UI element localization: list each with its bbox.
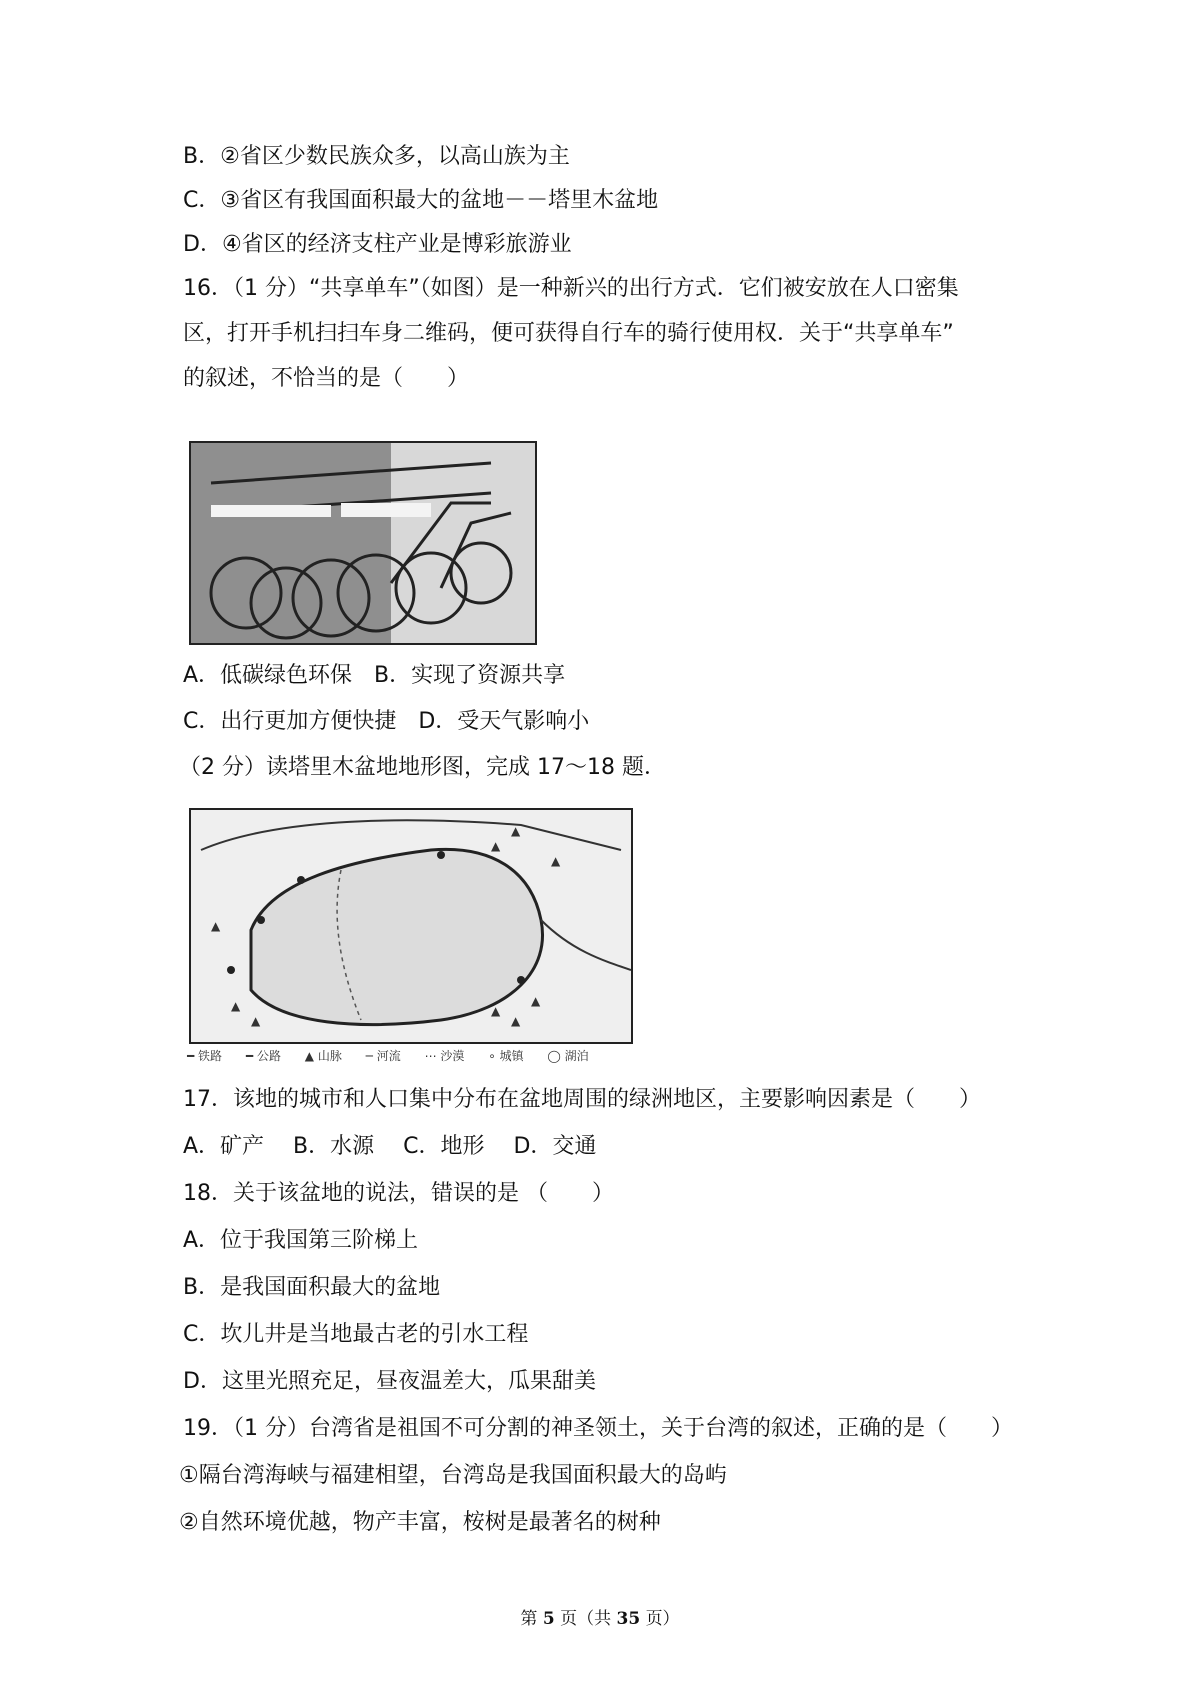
q18-option-c: C．坎儿井是当地最古老的引水工程 (183, 1322, 529, 1347)
tarim-basin-map (189, 808, 633, 1044)
svg-text:▲: ▲ (211, 919, 221, 933)
q19-statement-1: ①隔台湾海峡与福建相望，台湾岛是我国面积最大的岛屿 (179, 1463, 727, 1488)
svg-text:▲: ▲ (231, 999, 241, 1013)
legend-mountain: ▲ 山脉 (304, 1049, 342, 1063)
legend-lake: ◯ 湖泊 (547, 1049, 589, 1063)
q18-option-b: B．是我国面积最大的盆地 (183, 1275, 441, 1300)
q16-stem-line2: 区，打开手机扫扫车身二维码，便可获得自行车的骑行使用权．关于“共享单车” (183, 321, 954, 346)
svg-text:▲: ▲ (511, 824, 521, 838)
svg-text:▲: ▲ (491, 839, 501, 853)
q17-18-intro: （2 分）读塔里木盆地地形图，完成 17～18 题． (179, 755, 666, 780)
page-number: 5 (542, 1609, 555, 1629)
q15-option-c: C．③省区有我国面积最大的盆地－－塔里木盆地 (183, 188, 659, 213)
svg-text:▲: ▲ (531, 994, 541, 1008)
basin-map-graphic (191, 810, 631, 1042)
bike-illustration (191, 443, 535, 643)
q19-stem: 19．（1 分）台湾省是祖国不可分割的神圣领土，关于台湾的叙述，正确的是（ ） (183, 1416, 1013, 1441)
legend-highway: ━ 公路 (245, 1049, 281, 1063)
legend-desert: ⋯ 沙漠 (424, 1049, 465, 1063)
legend-town: ∘ 城镇 (488, 1049, 524, 1063)
q16-options-cd: C．出行更加方便快捷 D．受天气影响小 (183, 709, 590, 734)
q18-option-d: D．这里光照充足，昼夜温差大，瓜果甜美 (183, 1369, 596, 1394)
q17-options: A．矿产 B．水源 C．地形 D．交通 (183, 1134, 597, 1159)
q18-stem: 18．关于该盆地的说法，错误的是 （ ） (183, 1181, 614, 1206)
q15-option-b: B．②省区少数民族众多，以高山族为主 (183, 144, 570, 169)
q19-statement-2: ②自然环境优越，物产丰富，桉树是最著名的树种 (179, 1510, 661, 1535)
svg-text:▲: ▲ (511, 1014, 521, 1028)
svg-text:▲: ▲ (551, 854, 561, 868)
legend-railway: ━ 铁路 (187, 1049, 223, 1063)
q17-stem: 17．该地的城市和人口集中分布在盆地周围的绿洲地区，主要影响因素是（ ） (183, 1087, 981, 1112)
total-pages: 35 (616, 1609, 641, 1629)
q15-option-d: D．④省区的经济支柱产业是博彩旅游业 (183, 232, 572, 257)
svg-text:▲: ▲ (251, 1014, 261, 1028)
q16-options-ab: A．低碳绿色环保 B．实现了资源共享 (183, 663, 566, 688)
q18-option-a: A．位于我国第三阶梯上 (183, 1228, 419, 1253)
q16-stem-line3: 的叙述，不恰当的是（ ） (183, 366, 470, 391)
q16-stem-line1: 16．（1 分）“共享单车”（如图）是一种新兴的出行方式．它们被安放在人口密集 (183, 276, 959, 301)
shared-bikes-photo (189, 441, 537, 645)
map-legend (187, 1047, 609, 1064)
page-footer: 第 5 页（共 35 页） (520, 1609, 680, 1629)
svg-text:▲: ▲ (491, 1004, 501, 1018)
legend-river: ─ 河流 (365, 1049, 401, 1063)
